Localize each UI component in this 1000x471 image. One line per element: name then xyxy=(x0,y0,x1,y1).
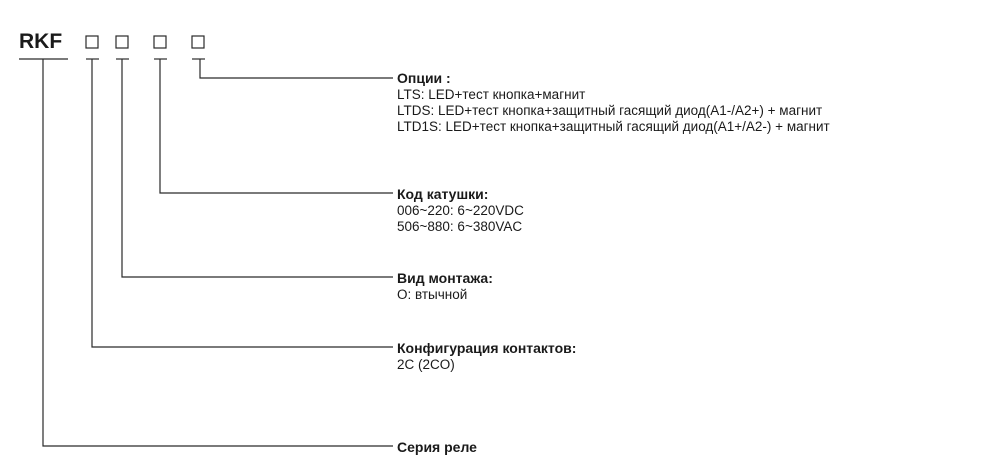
options-block xyxy=(397,70,830,135)
code-box-2 xyxy=(116,36,128,48)
options-title: Опции : xyxy=(397,70,451,86)
code-box-4 xyxy=(192,36,204,48)
code-box-3 xyxy=(154,36,166,48)
contacts-line-2c: 2C (2CO) xyxy=(397,357,455,372)
mounting-line-plugin: O: втычной xyxy=(397,287,468,302)
series-block xyxy=(397,439,477,456)
code-box-1 xyxy=(86,36,98,48)
options-line-ltd1s: LTD1S: LED+тест кнопка+защитный гасящий диод(A1+/A2-) + магнит xyxy=(397,119,830,134)
connector-coil xyxy=(160,59,393,193)
coil-line-ac: 506~880: 6~380VAC xyxy=(397,219,523,234)
series-title: Серия реле xyxy=(397,439,477,455)
contacts-title: Конфигурация контактов: xyxy=(397,340,577,356)
options-line-ltds: LTDS: LED+тест кнопка+защитный гасящий диод(A1-/A2+) + магнит xyxy=(397,103,823,118)
connector-options xyxy=(200,59,393,78)
connector-mounting xyxy=(122,59,393,277)
mounting-block xyxy=(397,270,493,303)
mounting-title: Вид монтажа: xyxy=(397,270,493,286)
coil-title: Код катушки: xyxy=(397,186,489,202)
options-line-lts: LTS: LED+тест кнопка+магнит xyxy=(397,87,586,102)
contacts-block xyxy=(397,340,576,373)
connector-series xyxy=(43,59,393,446)
coil-line-dc: 006~220: 6~220VDC xyxy=(397,203,524,218)
connector-contacts xyxy=(92,59,393,347)
series-code-label: RKF xyxy=(19,30,63,53)
coil-block xyxy=(397,186,524,235)
